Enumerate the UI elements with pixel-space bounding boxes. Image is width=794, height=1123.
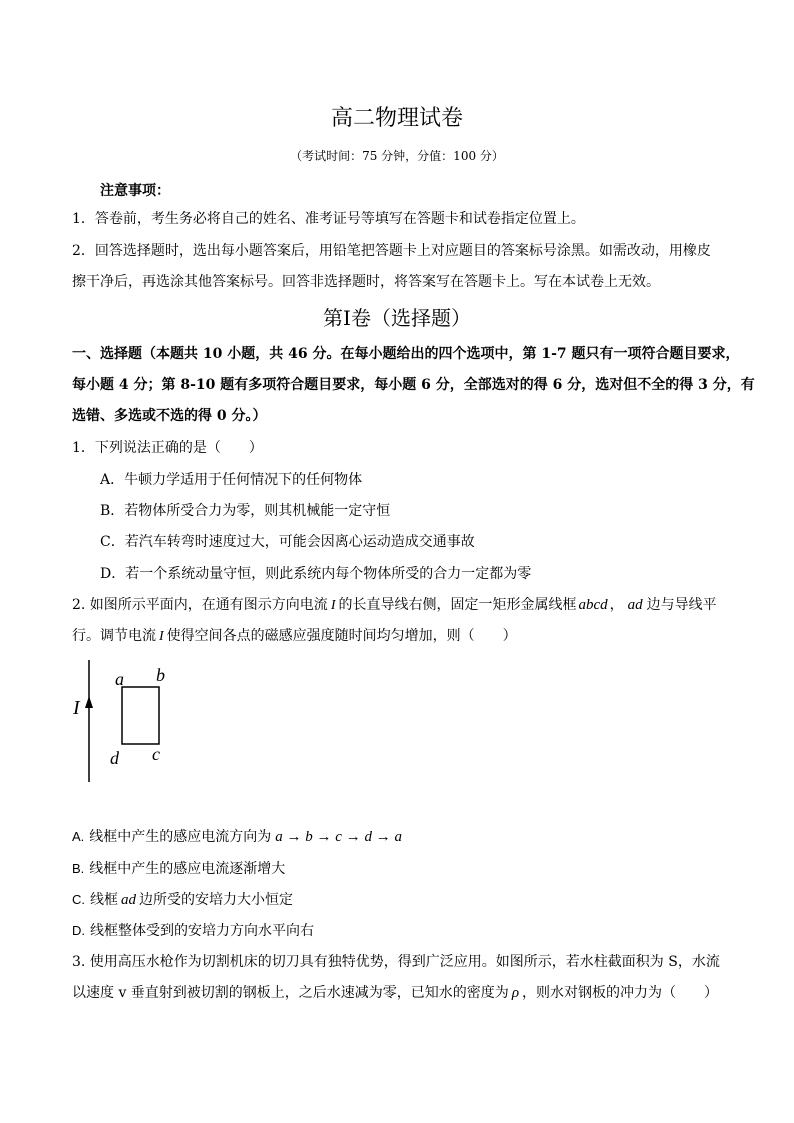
q2-option-a (72, 826, 402, 846)
note-item-2-line1: 2．回答选择题时，选出每小题答案后，用铅笔把答题卡上对应题目的答案标号涂黑。如需改动，用橡皮 (72, 243, 711, 259)
option-text: 线框中产生的感应电流方向为 (89, 829, 272, 845)
q2-text: ， (609, 597, 624, 613)
option-label: C. (72, 892, 85, 907)
density-symbol: ρ (511, 985, 520, 1001)
q2-text: 行。调节电流 (72, 628, 156, 644)
section-instruction-line2: 每小题 4 分；第 8-10 题有多项符合题目要求，每小题 6 分，全部选对的得 6 分，选对但不全的得 3 分，有 (72, 377, 755, 393)
q1-option-c: C．若汽车转弯时速度过大，可能会因离心运动造成交通事故 (100, 534, 475, 550)
q2-text: 使得空间各点的磁感应强度随时间均匀增加，则（ ） (166, 628, 517, 644)
q3-text: 以速度 v 垂直射到被切割的钢板上，之后水速减为零，已知水的密度为 (72, 985, 509, 1001)
option-text: 边所受的安培力大小恒定 (139, 892, 293, 908)
q2-option-c (72, 889, 293, 909)
q1-option-d: D．若一个系统动量守恒，则此系统内每个物体所受的合力一定都为零 (100, 566, 532, 582)
q2-stem-line2 (72, 625, 517, 645)
option-text: 线框整体受到的安培力方向水平向右 (90, 923, 314, 939)
label-I: I (73, 697, 80, 719)
note-item-1: 1．答卷前，考生务必将自己的姓名、准考证号等填写在答题卡和试卷指定位置上。 (72, 211, 585, 227)
q3-stem-line1: 3. 使用高压水枪作为切割机床的切刀具有独特优势，得到广泛应用。如图所示，若水柱截面积为 S，水流 (72, 954, 720, 970)
edge-ad: ad (627, 597, 643, 613)
q2-figure (70, 655, 180, 785)
section-title: 第Ⅰ卷（选择题） (323, 306, 471, 330)
frame-abcd: abcd (578, 597, 608, 613)
label-b: b (156, 665, 165, 685)
exam-info: （考试时间：75 分钟，分值：100 分） (290, 149, 504, 163)
q1-option-b: B．若物体所受合力为零，则其机械能一定守恒 (100, 503, 391, 519)
rectangular-frame (122, 687, 159, 744)
q2-text: 的长直导线右侧，固定一矩形金属线框 (338, 597, 577, 613)
page-title: 高二物理试卷 (330, 106, 463, 131)
q3-stem-line2 (72, 982, 718, 1002)
q2-text: 2. 如图所示平面内，在通有图示方向电流 (72, 597, 328, 613)
q1-option-a: A．牛顿力学适用于任何情况下的任何物体 (100, 472, 363, 488)
option-label: A. (72, 829, 85, 844)
section-instruction-line1: 一、选择题（本题共 10 小题，共 46 分。在每小题给出的四个选项中，第 1-7 题只有一项符合题目要求， (72, 346, 740, 362)
notes-heading: 注意事项： (100, 183, 170, 199)
option-text: 线框 (90, 892, 118, 908)
current-direction-formula: a → b → c → d → a (275, 829, 402, 845)
q2-text: 边与导线平 (646, 597, 717, 613)
q2-option-b (72, 858, 285, 878)
edge-ad: ad (121, 892, 136, 908)
q1-stem: 1．下列说法正确的是（ ） (72, 440, 263, 456)
label-c: c (152, 744, 160, 764)
current-arrow-icon (85, 696, 93, 708)
q3-text: ，则水对钢板的冲力为（ ） (522, 985, 719, 1001)
label-a: a (115, 669, 124, 689)
current-symbol: I (159, 629, 164, 644)
option-label: D. (72, 923, 85, 938)
option-text: 线框中产生的感应电流逐渐增大 (89, 861, 286, 877)
current-symbol: I (330, 598, 336, 613)
q2-option-d (72, 920, 314, 940)
section-instruction-line3: 选错、多选或不选的得 0 分。） (72, 408, 267, 424)
note-item-2-line2: 擦干净后，再选涂其他答案标号。回答非选择题时，将答案写在答题卡上。写在本试卷上无效。 (72, 274, 660, 290)
q2-stem-line1 (72, 594, 717, 614)
label-d: d (110, 748, 119, 768)
option-label: B. (72, 861, 85, 876)
